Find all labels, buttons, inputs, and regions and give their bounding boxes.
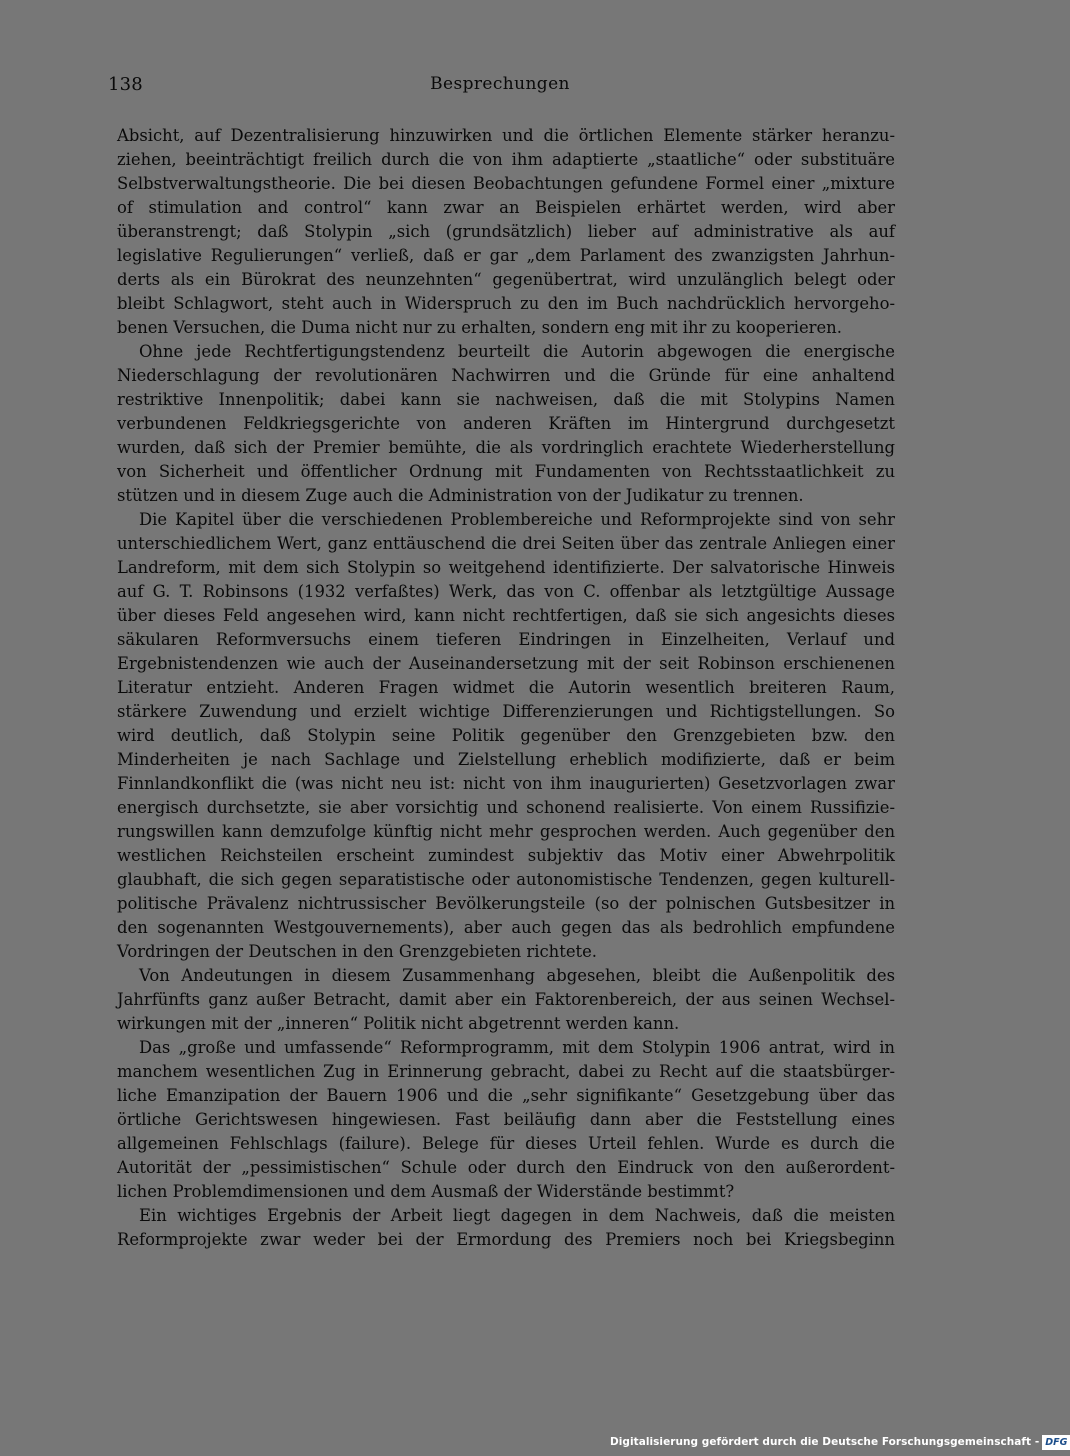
page-number: 138 bbox=[108, 74, 143, 95]
text-line: Ein wichtiges Ergebnis der Arbeit liegt dagegen in dem Nachweis, daß die meisten bbox=[139, 1206, 895, 1225]
text-line: derts als ein Bürokrat des neunzehnten“ gegenübertrat, wird unzulänglich belegt oder bbox=[117, 270, 895, 289]
text-line: wird deutlich, daß Stolypin seine Politik gegenüber den Grenzgebieten bzw. den bbox=[117, 726, 895, 745]
dfg-logo-icon: DFG bbox=[1042, 1435, 1070, 1450]
text-line: Absicht, auf Dezentralisierung hinzuwirken und die örtlichen Elemente stärker heranzu- bbox=[117, 126, 895, 145]
text-line: von Sicherheit und öffentlicher Ordnung mit Fundamenten von Rechtsstaatlichkeit zu bbox=[117, 462, 895, 481]
text-line: benen Versuchen, die Duma nicht nur zu erhalten, sondern eng mit ihr zu kooperieren. bbox=[117, 318, 842, 337]
text-line: bleibt Schlagwort, steht auch in Widerspruch zu den im Buch nachdrücklich hervorgeho- bbox=[117, 294, 895, 313]
text-line: Literatur entzieht. Anderen Fragen widmet die Autorin wesentlich breiteren Raum, bbox=[117, 678, 895, 697]
text-line: westlichen Reichsteilen erscheint zumindest subjektiv das Motiv einer Abwehrpolitik bbox=[117, 846, 895, 865]
text-line: Vordringen der Deutschen in den Grenzgebieten richtete. bbox=[117, 942, 598, 961]
footer-text: Digitalisierung gefördert durch die Deutsche Forschungsgemeinschaft - bbox=[610, 1436, 1040, 1448]
text-line: Selbstverwaltungstheorie. Die bei diesen Beobachtungen gefundene Formel einer „mixture bbox=[117, 174, 895, 193]
text-line: legislative Regulierungen“ verließ, daß er gar „dem Parlament des zwanzigsten Jahrhun- bbox=[117, 246, 895, 265]
text-line: Von Andeutungen in diesem Zusammenhang abgesehen, bleibt die Außenpolitik des bbox=[139, 966, 895, 985]
text-line: über dieses Feld angesehen wird, kann nicht rechtfertigen, daß sie sich angesichts dieses bbox=[117, 606, 895, 625]
text-line: liche Emanzipation der Bauern 1906 und die „sehr signifikante“ Gesetzgebung über das bbox=[117, 1086, 895, 1105]
text-line: ziehen, beeinträchtigt freilich durch die von ihm adaptierte „staatliche“ oder substituäre bbox=[117, 150, 895, 169]
text-line: Finnlandkonflikt die (was nicht neu ist: nicht von ihm inaugurierten) Gesetzvorlagen zwar bbox=[117, 774, 895, 793]
text-line: energisch durchsetzte, sie aber vorsichtig und schonend realisierte. Von einem Russifizie- bbox=[117, 798, 895, 817]
text-line: glaubhaft, die sich gegen separatistische oder autonomistische Tendenzen, gegen kulturell- bbox=[117, 870, 895, 889]
text-line: säkularen Reformversuchs einem tieferen Eindringen in Einzelheiten, Verlauf und bbox=[117, 630, 895, 649]
text-line: Ergebnistendenzen wie auch der Auseinandersetzung mit der seit Robinson erschienenen bbox=[117, 654, 895, 673]
text-line: örtliche Gerichtswesen hingewiesen. Fast beiläufig dann aber die Feststellung eines bbox=[117, 1110, 895, 1129]
text-line: rungswillen kann demzufolge künftig nicht mehr gesprochen werden. Auch gegenüber den bbox=[117, 822, 895, 841]
text-line: unterschiedlichem Wert, ganz enttäuschend die drei Seiten über das zentrale Anliegen einer bbox=[117, 534, 895, 553]
body-text bbox=[117, 124, 895, 1252]
text-line: Landreform, mit dem sich Stolypin so weitgehend identifizierte. Der salvatorische Hinweis bbox=[117, 558, 895, 577]
text-line: of stimulation and control“ kann zwar an Beispielen erhärtet werden, wird aber bbox=[117, 198, 895, 217]
text-line: Autorität der „pessimistischen“ Schule oder durch den Eindruck von den außerordent- bbox=[117, 1158, 895, 1177]
text-line: lichen Problemdimensionen und dem Ausmaß der Widerstände bestimmt? bbox=[117, 1182, 735, 1201]
text-line: allgemeinen Fehlschlags (failure). Belege für dieses Urteil fehlen. Wurde es durch die bbox=[117, 1134, 895, 1153]
text-line: Die Kapitel über die verschiedenen Problembereiche und Reformprojekte sind von sehr bbox=[139, 510, 895, 529]
text-line: manchem wesentlichen Zug in Erinnerung gebracht, dabei zu Recht auf die staatsbürger- bbox=[117, 1062, 895, 1081]
text-line: Reformprojekte zwar weder bei der Ermordung des Premiers noch bei Kriegsbeginn bbox=[117, 1230, 895, 1249]
running-head: Besprechungen bbox=[430, 74, 570, 94]
text-line: verbundenen Feldkriegsgerichte von anderen Kräften im Hintergrund durchgesetzt bbox=[117, 414, 895, 433]
text-line: Niederschlagung der revolutionären Nachwirren und die Gründe für eine anhaltend bbox=[117, 366, 895, 385]
text-line: auf G. T. Robinsons (1932 verfaßtes) Werk, das von C. offenbar als letztgültige Aussage bbox=[117, 582, 895, 601]
text-line: Das „große und umfassende“ Reformprogramm, mit dem Stolypin 1906 antrat, wird in bbox=[139, 1038, 895, 1057]
text-line: Ohne jede Rechtfertigungstendenz beurteilt die Autorin abgewogen die energische bbox=[139, 342, 895, 361]
text-line: Jahrfünfts ganz außer Betracht, damit aber ein Faktorenbereich, der aus seinen Wechsel- bbox=[117, 990, 895, 1009]
text-line: den sogenannten Westgouvernements), aber auch gegen das als bedrohlich empfundene bbox=[117, 918, 895, 937]
text-line: überanstrengt; daß Stolypin „sich (grundsätzlich) lieber auf administrative als auf bbox=[117, 222, 895, 241]
text-line: wurden, daß sich der Premier bemühte, die als vordringlich erachtete Wiederherstellung bbox=[117, 438, 895, 457]
text-line: stärkere Zuwendung und erzielt wichtige Differenzierungen und Richtigstellungen. So bbox=[117, 702, 895, 721]
text-line: stützen und in diesem Zuge auch die Administration von der Judikatur zu trennen. bbox=[117, 486, 804, 505]
dfg-funding-footer bbox=[610, 1432, 1070, 1452]
text-line: Minderheiten je nach Sachlage und Zielstellung erheblich modifizierte, daß er beim bbox=[117, 750, 895, 769]
text-line: politische Prävalenz nichtrussischer Bevölkerungsteile (so der polnischen Gutsbesitzer in bbox=[117, 894, 895, 913]
text-line: wirkungen mit der „inneren“ Politik nicht abgetrennt werden kann. bbox=[117, 1014, 680, 1033]
text-line: restriktive Innenpolitik; dabei kann sie nachweisen, daß die mit Stolypins Namen bbox=[117, 390, 895, 409]
